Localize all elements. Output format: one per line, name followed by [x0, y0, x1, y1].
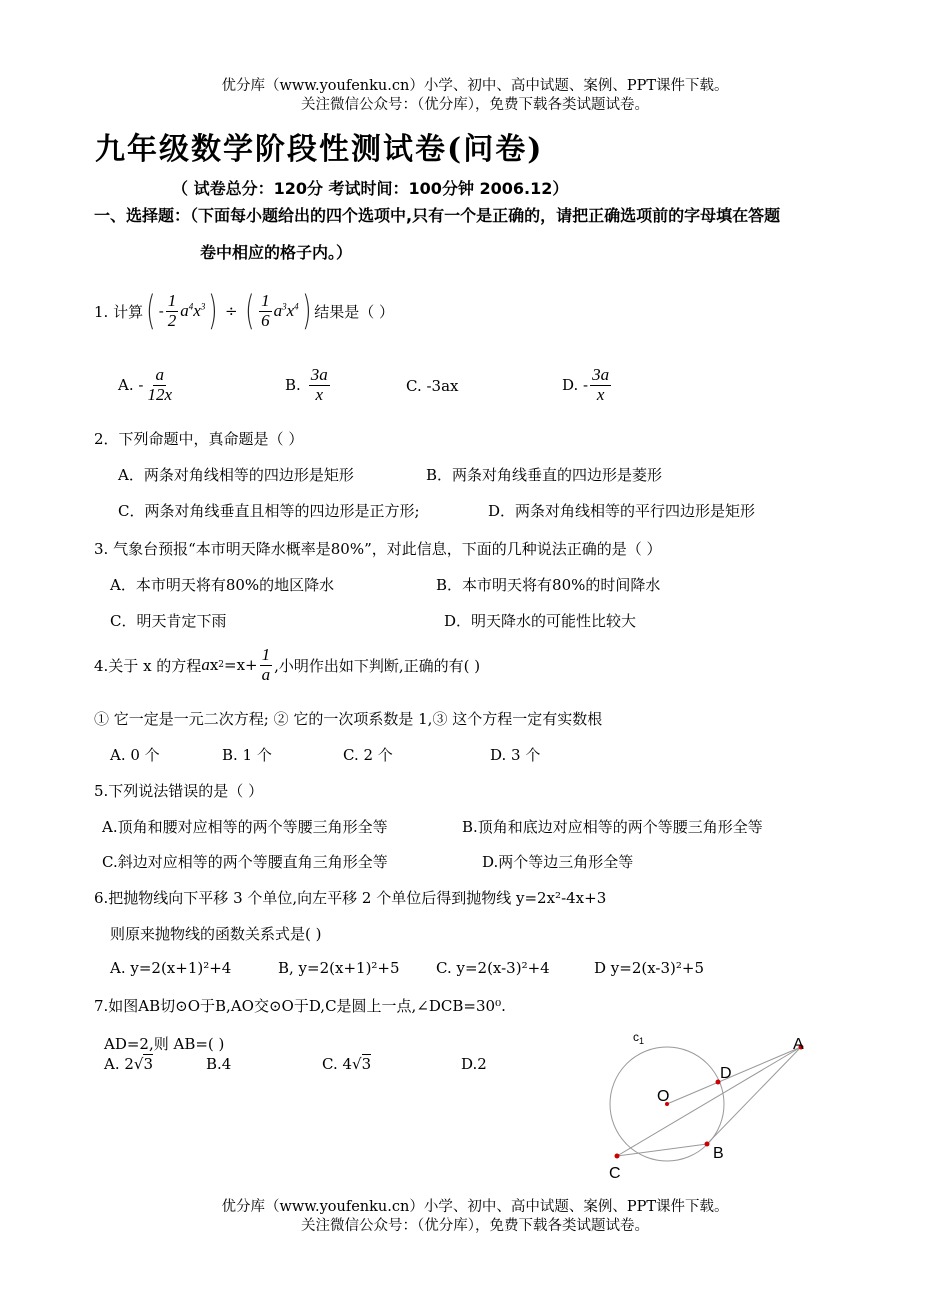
frac-num: 3a	[592, 365, 610, 384]
q6-option-d: D y=2(x-3)²+5	[594, 959, 705, 977]
q1-option-c: C. -3ax	[406, 377, 459, 395]
label-d: D	[720, 1065, 732, 1082]
frac-den: 2	[167, 310, 177, 330]
q7-option-d: D.2	[461, 1055, 487, 1073]
sqrt-icon	[134, 1055, 153, 1073]
q6-option-c: C. y=2(x-3)²+4	[436, 959, 550, 977]
question-1	[94, 288, 394, 334]
geometry-figure	[600, 1025, 820, 1185]
frac-den: x	[315, 384, 324, 404]
q6-option-a: A. y=2(x+1)²+4	[110, 959, 232, 977]
q4-option-d: D. 3 个	[490, 746, 541, 764]
q2-stem: 2．下列命题中，真命题是（ ）	[94, 430, 304, 448]
q7-option-c	[322, 1055, 371, 1073]
q2-option-a: A．两条对角线相等的四边形是矩形	[118, 466, 354, 484]
header-line-2: 关注微信公众号：（优分库），免费下载各类试题试卷。	[301, 97, 649, 113]
q1-prefix: 1. 计算	[94, 302, 144, 321]
q2-option-b: B．两条对角线垂直的四边形是菱形	[426, 466, 663, 484]
q3-stem: 3. 气象台预报“本市明天降水概率是80%”，对此信息，下面的几种说法正确的是（ ）	[94, 540, 662, 558]
line-ao	[667, 1047, 801, 1104]
q3-option-a: A．本市明天将有80%的地区降水	[110, 576, 335, 594]
option-label: C. 4	[322, 1055, 353, 1073]
section-heading-cont: 卷中相应的格子内。）	[200, 243, 353, 262]
point-c	[615, 1154, 620, 1159]
q1-option-b	[285, 366, 332, 404]
label-o: O	[657, 1088, 670, 1105]
q5-option-a: A.顶角和腰对应相等的两个等腰三角形全等	[102, 818, 388, 836]
q7-option-b: B.4	[206, 1055, 232, 1073]
frac-num: 1	[261, 290, 270, 310]
left-paren-icon: (	[146, 288, 156, 334]
line-cd	[617, 1047, 801, 1156]
q6-stem: 6.把抛物线向下平移 3 个单位,向左平移 2 个单位后得到抛物线 y=2x²-4x+3	[94, 889, 607, 907]
header-line-1: 优分库（www.youfenku.cn）小学、初中、高中试题、案例、PPT课件下载。	[221, 78, 729, 94]
q3-option-c: C．明天肯定下雨	[110, 612, 227, 630]
q7-option-a	[104, 1055, 153, 1073]
q7-stem: 7.如图AB切⊙O于B,AO交⊙O于D,C是圆上一点,∠DCB=30⁰.	[94, 997, 506, 1015]
q6-option-b: B, y=2(x+1)²+5	[278, 959, 400, 977]
q1-frac-sixth	[259, 292, 272, 330]
label-b: B	[713, 1145, 724, 1162]
point-b	[705, 1142, 710, 1147]
frac-den: 6	[261, 310, 270, 330]
label-a: A	[793, 1036, 804, 1053]
q4-a: a	[201, 655, 210, 675]
frac-den: x	[596, 384, 605, 404]
q4-statements: ① 它一定是一元二次方程; ② 它的一次项系数是 1,③ 这个方程一定有实数根	[94, 710, 603, 728]
frac-den: 12x	[147, 384, 172, 404]
footer-line-1: 优分库（www.youfenku.cn）小学、初中、高中试题、案例、PPT课件下载。	[221, 1199, 729, 1215]
frac-num: 1	[167, 290, 177, 310]
q4-eq: =x+	[224, 656, 258, 675]
q1-term2: $a^3x^4$	[273, 301, 299, 320]
line-ab	[707, 1047, 801, 1144]
frac-num: 3a	[310, 365, 328, 384]
left-paren-icon: (	[244, 288, 255, 334]
subtitle: （ 试卷总分：120分 考试时间：100分钟 2006.12）	[172, 179, 569, 198]
q1-term1: $a^4x^3$	[180, 301, 206, 320]
q1-minus: -	[158, 302, 164, 320]
option-frac	[590, 366, 611, 404]
q1-option-a	[118, 366, 176, 404]
radicand: 3	[361, 1055, 372, 1073]
option-label: A. -	[118, 376, 144, 395]
q7-stem-2: AD=2,则 AB=( )	[104, 1035, 225, 1053]
q5-option-d: D.两个等边三角形全等	[482, 853, 634, 871]
label-c: C	[609, 1165, 621, 1182]
q5-stem: 5.下列说法错误的是（ ）	[94, 782, 264, 800]
right-paren-icon: )	[301, 288, 312, 334]
q4-option-c: C. 2 个	[343, 746, 393, 764]
q2-option-d: D．两条对角线相等的平行四边形是矩形	[488, 502, 756, 520]
option-label: A. 2	[104, 1055, 134, 1073]
option-frac	[145, 366, 174, 404]
right-paren-icon: )	[208, 288, 218, 334]
q4-frac	[260, 646, 273, 684]
q3-option-b: B．本市明天将有80%的时间降水	[436, 576, 661, 594]
radicand: 3	[143, 1055, 154, 1073]
option-frac	[309, 366, 330, 404]
q1-suffix: 结果是（ ）	[314, 302, 395, 321]
q3-option-d: D．明天降水的可能性比较大	[444, 612, 637, 630]
q1-frac-half	[166, 292, 179, 330]
section-heading: 一、选择题：（下面每小题给出的四个选项中,只有一个是正确的，请把正确选项前的字母填在答题	[94, 206, 781, 225]
q4-prefix: 4.关于 x 的方程	[94, 656, 202, 675]
frac-num: 1	[261, 645, 271, 664]
option-label: D. -	[562, 376, 589, 395]
q4-x: x	[209, 656, 219, 675]
footer-line-2: 关注微信公众号：（优分库），免费下载各类试题试卷。	[301, 1218, 649, 1234]
sqrt-icon	[352, 1055, 371, 1073]
label-c1: $c_1$	[633, 1030, 645, 1046]
frac-den: a	[261, 664, 271, 684]
page-title: 九年级数学阶段性测试卷(问卷)	[95, 132, 544, 167]
q4-option-a: A. 0 个	[110, 746, 160, 764]
q4-suffix: ,小明作出如下判断,正确的有( )	[274, 656, 481, 675]
q2-option-c: C．两条对角线垂直且相等的四边形是正方形;	[118, 502, 420, 520]
q5-option-c: C.斜边对应相等的两个等腰直角三角形全等	[102, 853, 388, 871]
divide-sign: ÷	[224, 302, 238, 320]
option-label: B.	[285, 376, 301, 395]
q4-option-b: B. 1 个	[222, 746, 272, 764]
frac-num: a	[155, 365, 164, 384]
q5-option-b: B.顶角和底边对应相等的两个等腰三角形全等	[462, 818, 763, 836]
q4-stem: 4.关于 x 的方程 a x 2 =x+ $\frac{1}{a}$ ,小明作出如下判断,正确的有( )	[94, 645, 481, 684]
q6-stem-2: 则原来抛物线的函数关系式是( )	[110, 925, 322, 943]
q1-option-d	[562, 366, 613, 404]
